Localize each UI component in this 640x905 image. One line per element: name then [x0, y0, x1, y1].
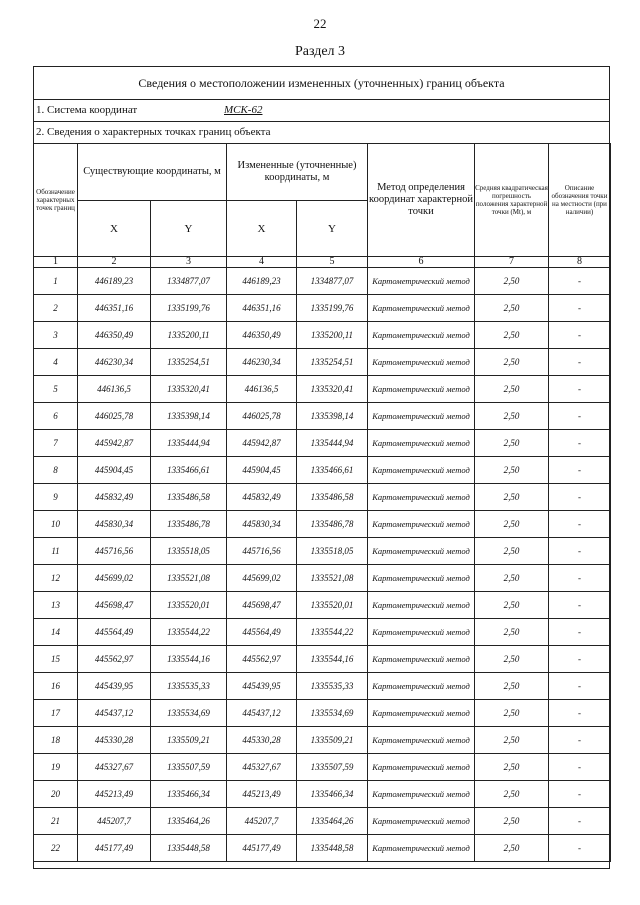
existing-y-cell: 1335486,78: [151, 511, 227, 538]
method-cell: Картометрический метод: [368, 430, 475, 457]
table-row: [34, 430, 611, 457]
existing-y-cell: 1335521,08: [151, 565, 227, 592]
changed-y-cell: 1335464,26: [297, 808, 368, 835]
point-number-cell: 17: [34, 700, 78, 727]
method-cell: Картометрический метод: [368, 484, 475, 511]
method-cell: Картометрический метод: [368, 700, 475, 727]
existing-x-cell: 445564,49: [78, 619, 151, 646]
coordinate-system-row: [34, 100, 609, 122]
changed-x-cell: 445213,49: [227, 781, 297, 808]
table-title: Сведения о местоположении измененных (уточненных) границ объекта: [34, 67, 609, 100]
existing-y-cell: 1334877,07: [151, 268, 227, 295]
changed-y-cell: 1334877,07: [297, 268, 368, 295]
point-number-cell: 15: [34, 646, 78, 673]
description-cell: -: [549, 619, 611, 646]
changed-y-cell: 1335518,05: [297, 538, 368, 565]
rmse-cell: 2,50: [475, 673, 549, 700]
description-cell: -: [549, 349, 611, 376]
method-cell: Картометрический метод: [368, 781, 475, 808]
existing-y-cell: 1335464,26: [151, 808, 227, 835]
coordinate-system-value: МСК-62: [224, 104, 263, 116]
page-number: 22: [313, 16, 327, 31]
existing-x-cell: 445562,97: [78, 646, 151, 673]
method-cell: Картометрический метод: [368, 322, 475, 349]
existing-x-cell: 445832,49: [78, 484, 151, 511]
existing-x-cell: 446189,23: [78, 268, 151, 295]
column-number: 4: [227, 257, 297, 268]
point-number-cell: 13: [34, 592, 78, 619]
changed-y-cell: 1335544,22: [297, 619, 368, 646]
rmse-cell: 2,50: [475, 484, 549, 511]
rmse-cell: 2,50: [475, 268, 549, 295]
point-number-cell: 12: [34, 565, 78, 592]
table-row: [34, 592, 611, 619]
rmse-cell: 2,50: [475, 700, 549, 727]
table-row: [34, 781, 611, 808]
changed-x-cell: 445904,45: [227, 457, 297, 484]
description-cell: -: [549, 700, 611, 727]
rmse-cell: 2,50: [475, 457, 549, 484]
method-cell: Картометрический метод: [368, 754, 475, 781]
changed-y-cell: 1335507,59: [297, 754, 368, 781]
method-cell: Картометрический метод: [368, 403, 475, 430]
description-cell: -: [549, 484, 611, 511]
table-row: [34, 484, 611, 511]
changed-y-cell: 1335486,58: [297, 484, 368, 511]
method-cell: Картометрический метод: [368, 295, 475, 322]
existing-y-cell: 1335518,05: [151, 538, 227, 565]
changed-x-cell: 446350,49: [227, 322, 297, 349]
point-number-cell: 3: [34, 322, 78, 349]
method-cell: Картометрический метод: [368, 349, 475, 376]
coordinate-system-label: 1. Система координат: [36, 104, 138, 116]
existing-x-cell: 445437,12: [78, 700, 151, 727]
changed-y-cell: 1335444,94: [297, 430, 368, 457]
table-row: [34, 322, 611, 349]
changed-x-cell: 445699,02: [227, 565, 297, 592]
existing-y-cell: 1335320,41: [151, 376, 227, 403]
method-cell: Картометрический метод: [368, 538, 475, 565]
changed-x-cell: 445562,97: [227, 646, 297, 673]
table-row: [34, 403, 611, 430]
existing-y-cell: 1335448,58: [151, 835, 227, 862]
description-cell: -: [549, 430, 611, 457]
changed-x-cell: 445830,34: [227, 511, 297, 538]
changed-y-cell: 1335320,41: [297, 376, 368, 403]
column-number: 1: [34, 257, 78, 268]
table-row: [34, 376, 611, 403]
existing-x-cell: 446350,49: [78, 322, 151, 349]
existing-y-cell: 1335398,14: [151, 403, 227, 430]
changed-y-cell: 1335521,08: [297, 565, 368, 592]
changed-x-cell: 446230,34: [227, 349, 297, 376]
description-cell: -: [549, 457, 611, 484]
existing-y-cell: 1335254,51: [151, 349, 227, 376]
point-number-cell: 8: [34, 457, 78, 484]
existing-y-cell: 1335200,11: [151, 322, 227, 349]
header-changed-x: X: [227, 201, 297, 257]
header-rmse: Средняя квадратическая погрешность положения характерной точки (Mt), м: [475, 144, 549, 257]
description-cell: -: [549, 673, 611, 700]
changed-x-cell: 446351,16: [227, 295, 297, 322]
table-row: [34, 754, 611, 781]
header-existing-x: X: [78, 201, 151, 257]
column-number: 3: [151, 257, 227, 268]
method-cell: Картометрический метод: [368, 835, 475, 862]
rmse-cell: 2,50: [475, 538, 549, 565]
existing-y-cell: 1335199,76: [151, 295, 227, 322]
changed-y-cell: 1335200,11: [297, 322, 368, 349]
changed-x-cell: 445439,95: [227, 673, 297, 700]
method-cell: Картометрический метод: [368, 673, 475, 700]
changed-y-cell: 1335520,01: [297, 592, 368, 619]
rmse-cell: 2,50: [475, 511, 549, 538]
table-row: [34, 646, 611, 673]
existing-x-cell: 445699,02: [78, 565, 151, 592]
table-row: [34, 457, 611, 484]
changed-y-cell: 1335398,14: [297, 403, 368, 430]
changed-y-cell: 1335534,69: [297, 700, 368, 727]
point-number-cell: 21: [34, 808, 78, 835]
column-number: 8: [549, 257, 611, 268]
table-row: [34, 673, 611, 700]
point-number-cell: 19: [34, 754, 78, 781]
rmse-cell: 2,50: [475, 835, 549, 862]
changed-x-cell: 446025,78: [227, 403, 297, 430]
method-cell: Картометрический метод: [368, 619, 475, 646]
method-cell: Картометрический метод: [368, 511, 475, 538]
existing-x-cell: 445716,56: [78, 538, 151, 565]
description-cell: -: [549, 835, 611, 862]
point-number-cell: 9: [34, 484, 78, 511]
existing-y-cell: 1335544,22: [151, 619, 227, 646]
description-cell: -: [549, 808, 611, 835]
method-cell: Картометрический метод: [368, 268, 475, 295]
column-number: 5: [297, 257, 368, 268]
existing-x-cell: 446351,16: [78, 295, 151, 322]
rmse-cell: 2,50: [475, 349, 549, 376]
method-cell: Картометрический метод: [368, 646, 475, 673]
boundary-sheet: [33, 66, 610, 869]
changed-x-cell: 445207,7: [227, 808, 297, 835]
description-cell: -: [549, 538, 611, 565]
existing-x-cell: 445327,67: [78, 754, 151, 781]
changed-y-cell: 1335466,61: [297, 457, 368, 484]
point-number-cell: 2: [34, 295, 78, 322]
existing-y-cell: 1335535,33: [151, 673, 227, 700]
rmse-cell: 2,50: [475, 754, 549, 781]
header-point-designation: Обозначение характерных точек границ: [34, 144, 78, 257]
point-number-cell: 5: [34, 376, 78, 403]
rmse-cell: 2,50: [475, 646, 549, 673]
changed-y-cell: 1335535,33: [297, 673, 368, 700]
rmse-cell: 2,50: [475, 808, 549, 835]
point-number-cell: 16: [34, 673, 78, 700]
existing-x-cell: 445439,95: [78, 673, 151, 700]
existing-x-cell: 445830,34: [78, 511, 151, 538]
existing-y-cell: 1335466,34: [151, 781, 227, 808]
changed-x-cell: 446189,23: [227, 268, 297, 295]
header-existing-coordinates: Существующие координаты, м: [78, 144, 227, 201]
column-number-row: [34, 257, 611, 268]
points-table: [33, 143, 611, 862]
rmse-cell: 2,50: [475, 781, 549, 808]
rmse-cell: 2,50: [475, 322, 549, 349]
changed-x-cell: 445327,67: [227, 754, 297, 781]
rmse-cell: 2,50: [475, 403, 549, 430]
changed-y-cell: 1335254,51: [297, 349, 368, 376]
point-number-cell: 18: [34, 727, 78, 754]
description-cell: -: [549, 781, 611, 808]
point-number-cell: 11: [34, 538, 78, 565]
point-number-cell: 14: [34, 619, 78, 646]
column-number: 7: [475, 257, 549, 268]
point-number-cell: 10: [34, 511, 78, 538]
existing-x-cell: 445698,47: [78, 592, 151, 619]
method-cell: Картометрический метод: [368, 457, 475, 484]
changed-x-cell: 445942,87: [227, 430, 297, 457]
rmse-cell: 2,50: [475, 727, 549, 754]
changed-x-cell: 445716,56: [227, 538, 297, 565]
existing-x-cell: 445207,7: [78, 808, 151, 835]
rmse-cell: 2,50: [475, 430, 549, 457]
description-cell: -: [549, 295, 611, 322]
description-cell: -: [549, 727, 611, 754]
changed-x-cell: 445177,49: [227, 835, 297, 862]
table-row: [34, 700, 611, 727]
existing-y-cell: 1335509,21: [151, 727, 227, 754]
existing-x-cell: 445904,45: [78, 457, 151, 484]
rmse-cell: 2,50: [475, 619, 549, 646]
point-number-cell: 6: [34, 403, 78, 430]
existing-x-cell: 446136,5: [78, 376, 151, 403]
method-cell: Картометрический метод: [368, 592, 475, 619]
header-method: Метод определения координат характерной точки: [368, 144, 475, 257]
header-changed-coordinates: Измененные (уточненные) координаты, м: [227, 144, 368, 201]
table-row: [34, 268, 611, 295]
description-cell: -: [549, 376, 611, 403]
changed-y-cell: 1335509,21: [297, 727, 368, 754]
table-row: [34, 295, 611, 322]
description-cell: -: [549, 268, 611, 295]
table-row: [34, 835, 611, 862]
header-description: Описание обозначения точки на местности (при наличии): [549, 144, 611, 257]
header-existing-y: Y: [151, 201, 227, 257]
changed-y-cell: 1335199,76: [297, 295, 368, 322]
rmse-cell: 2,50: [475, 565, 549, 592]
point-number-cell: 4: [34, 349, 78, 376]
existing-x-cell: 445177,49: [78, 835, 151, 862]
point-number-cell: 7: [34, 430, 78, 457]
existing-y-cell: 1335444,94: [151, 430, 227, 457]
changed-y-cell: 1335466,34: [297, 781, 368, 808]
existing-x-cell: 445330,28: [78, 727, 151, 754]
method-cell: Картометрический метод: [368, 565, 475, 592]
section-title: Раздел 3: [294, 44, 346, 59]
point-number-cell: 20: [34, 781, 78, 808]
description-cell: -: [549, 511, 611, 538]
column-number: 6: [368, 257, 475, 268]
description-cell: -: [549, 754, 611, 781]
existing-y-cell: 1335507,59: [151, 754, 227, 781]
method-cell: Картометрический метод: [368, 376, 475, 403]
table-row: [34, 565, 611, 592]
existing-y-cell: 1335466,61: [151, 457, 227, 484]
description-cell: -: [549, 592, 611, 619]
table-row: [34, 511, 611, 538]
rmse-cell: 2,50: [475, 376, 549, 403]
changed-x-cell: 445698,47: [227, 592, 297, 619]
existing-x-cell: 446025,78: [78, 403, 151, 430]
table-row: [34, 619, 611, 646]
point-number-cell: 22: [34, 835, 78, 862]
description-cell: -: [549, 322, 611, 349]
changed-x-cell: 445330,28: [227, 727, 297, 754]
existing-y-cell: 1335544,16: [151, 646, 227, 673]
changed-y-cell: 1335448,58: [297, 835, 368, 862]
description-cell: -: [549, 403, 611, 430]
table-row: [34, 538, 611, 565]
table-row: [34, 349, 611, 376]
existing-x-cell: 445942,87: [78, 430, 151, 457]
existing-y-cell: 1335486,58: [151, 484, 227, 511]
changed-y-cell: 1335544,16: [297, 646, 368, 673]
method-cell: Картометрический метод: [368, 727, 475, 754]
existing-y-cell: 1335534,69: [151, 700, 227, 727]
points-heading: 2. Сведения о характерных точках границ объекта: [34, 122, 609, 144]
point-number-cell: 1: [34, 268, 78, 295]
rmse-cell: 2,50: [475, 295, 549, 322]
changed-x-cell: 445832,49: [227, 484, 297, 511]
rmse-cell: 2,50: [475, 592, 549, 619]
changed-x-cell: 445437,12: [227, 700, 297, 727]
changed-x-cell: 446136,5: [227, 376, 297, 403]
description-cell: -: [549, 565, 611, 592]
column-number: 2: [78, 257, 151, 268]
changed-y-cell: 1335486,78: [297, 511, 368, 538]
existing-y-cell: 1335520,01: [151, 592, 227, 619]
existing-x-cell: 446230,34: [78, 349, 151, 376]
method-cell: Картометрический метод: [368, 808, 475, 835]
existing-x-cell: 445213,49: [78, 781, 151, 808]
header-changed-y: Y: [297, 201, 368, 257]
changed-x-cell: 445564,49: [227, 619, 297, 646]
table-row: [34, 808, 611, 835]
description-cell: -: [549, 646, 611, 673]
table-row: [34, 727, 611, 754]
